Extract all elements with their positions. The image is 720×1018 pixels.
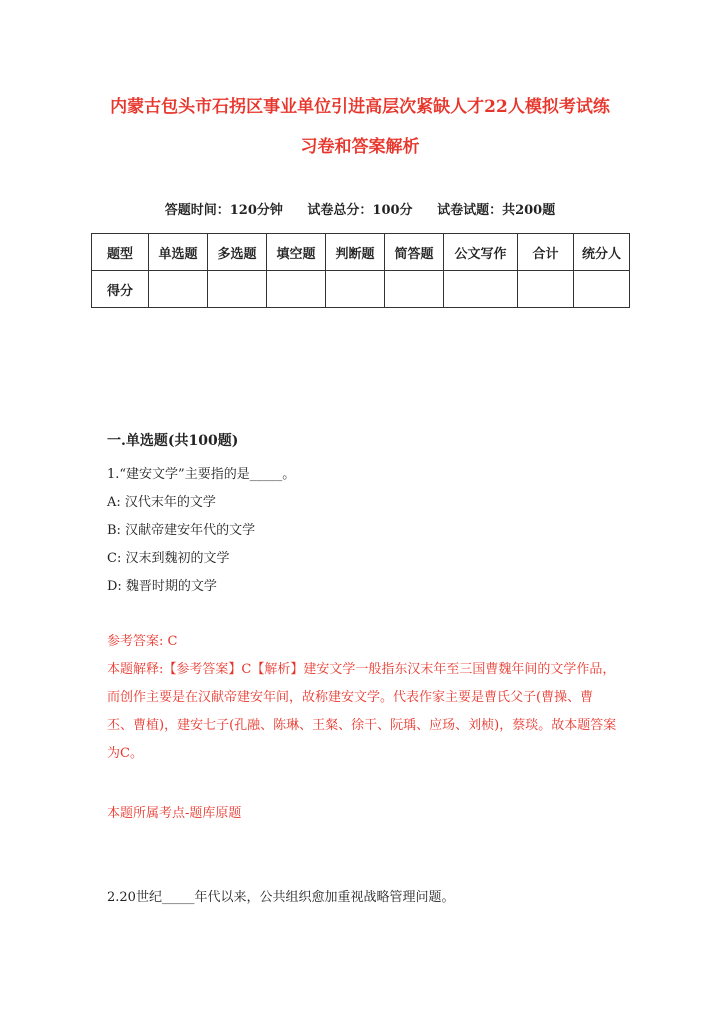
score-cell [149, 271, 208, 308]
score-table-header-row [92, 234, 630, 271]
header-cell: 填空题 [267, 234, 326, 271]
section-title: 一.单选题(共100题) [107, 433, 239, 449]
question-1-option-a: A: 汉代末年的文学 [107, 495, 216, 510]
score-cell [518, 271, 574, 308]
header-cell: 公文写作 [444, 234, 518, 271]
header-cell: 合计 [518, 234, 574, 271]
score-cell [444, 271, 518, 308]
exam-time: 答题时间：120分钟 [164, 203, 283, 218]
header-cell: 判断题 [326, 234, 385, 271]
header-cell: 单选题 [149, 234, 208, 271]
question-1-option-c: C: 汉末到魏初的文学 [107, 551, 230, 566]
score-cell [267, 271, 326, 308]
question-1-option-d: D: 魏晋时期的文学 [107, 579, 217, 594]
question-1-text: 1.“建安文学”主要指的是_____。 [107, 467, 296, 482]
score-cell [326, 271, 385, 308]
score-table-score-row [92, 271, 630, 308]
header-cell: 统分人 [574, 234, 630, 271]
question-2-text: 2.20世纪_____年代以来，公共组织愈加重视战略管理问题。 [107, 890, 455, 905]
exam-total-score: 试卷总分：100分 [307, 203, 413, 218]
exam-question-count: 试卷试题：共200题 [437, 203, 556, 218]
question-1-explanation: 本题解释:【参考答案】C【解析】建安文学一般指东汉末年至三国曹魏年间的文学作品，而创作主要是在汉献帝建安年间，故称建安文学。代表作家主要是曹氏父子(曹操、曹丕、曹植)，建安七子(孔融、陈琳、王粲、徐干、阮瑀、应玚、刘桢)，蔡琰。故本题答案为C。 [107, 662, 617, 761]
score-cell [385, 271, 444, 308]
doc-title-line2: 习卷和答案解析 [300, 137, 420, 157]
score-cell [208, 271, 267, 308]
question-1-source: 本题所属考点-题库原题 [107, 806, 242, 821]
header-cell: 题型 [92, 234, 149, 271]
doc-title-line1: 内蒙古包头市石拐区事业单位引进高层次紧缺人才22人模拟考试练 [110, 97, 610, 117]
exam-meta [0, 199, 720, 218]
score-row-label: 得分 [92, 271, 149, 308]
question-1-option-b: B: 汉献帝建安年代的文学 [107, 523, 256, 538]
score-table [91, 233, 630, 308]
header-cell: 简答题 [385, 234, 444, 271]
question-1-answer: 参考答案: C [107, 634, 178, 649]
score-cell [574, 271, 630, 308]
header-cell: 多选题 [208, 234, 267, 271]
